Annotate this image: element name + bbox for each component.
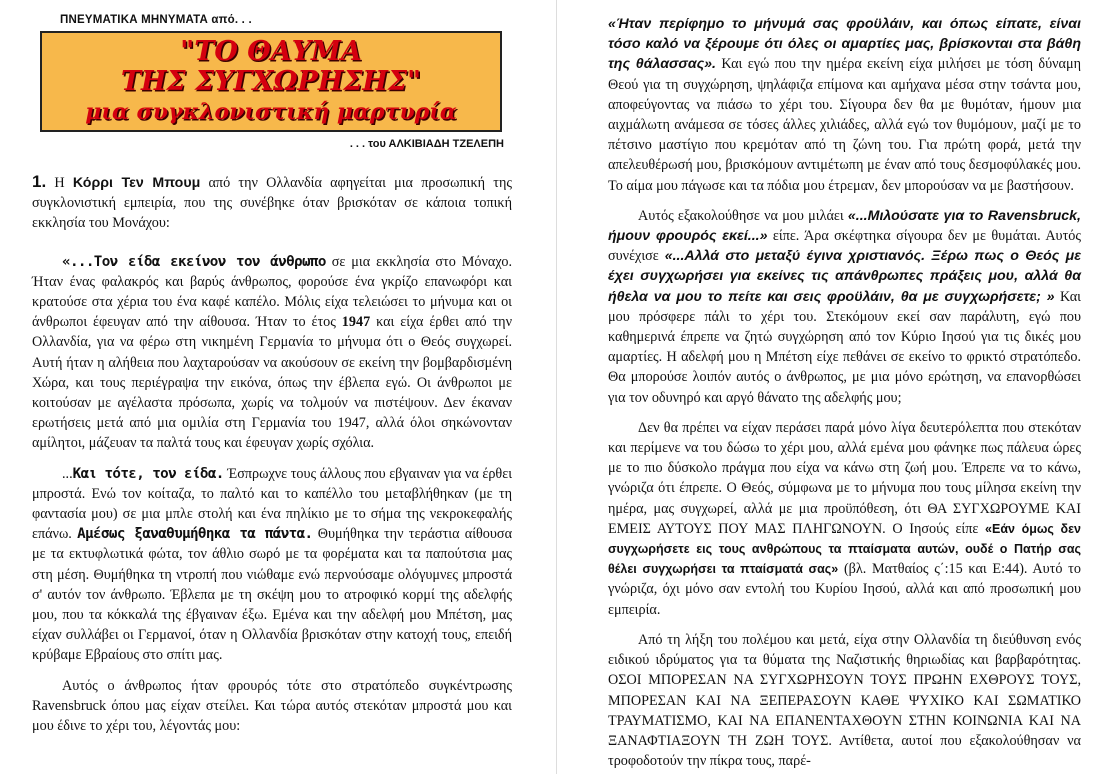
author-byline: . . . του ΑΛΚΙΒΙΑΔΗ ΤΖΕΛΕΠΗ (349, 138, 504, 150)
guard-quote: «Ήταν περίφημο το μήνυμά σας φροϋλάιν, και όπως είπατε, είναι τόσο καλό να ξέρουμε ότι όλες οι αμαρτίες μας, βρίσκονται στα βάθη της θάλασσας». (608, 16, 1081, 73)
title-line-2: ΤΗΣ ΣΥΓΧΩΡΗΣΗΣ" (120, 66, 422, 97)
p2-text-2: και είχα έρθει από την Ολλανδία, για να φέρω στη νικημένη Γερμανία το μήνυμα ότι ο Θεός συγχωρεί. Αυτή ήταν η αλήθεια που λαχταρούσαν να ακούσουν σε εκείνη την βομβαρδισμένη Χώρα, και τους περιέγραψα την εικόνα, όπως την έβλεπα εγώ. Οι άνθρωποι με κοιτούσαν με αγέλαστα πρόσωπα, χωρίς να τολμούν να πιστέψουν. Δεν έκαναν ερωτήσεις μετά από μια ομιλία στη Γερμανία του 1947, αλλά όλοι σηκώνονταν αμίλητοι, μάζευαν τα παλτά τους και έφευγαν χωρίς σχόλια. (32, 314, 512, 452)
r2-text-2: είπε. Άρα σκέφτηκα σίγουρα δεν με θυμάται. Αυτός συνέχισε (608, 228, 1081, 265)
person-name: Κόρρι Τεν Μπουμ (72, 175, 201, 191)
p2-year: 1947 (341, 314, 371, 331)
paragraph-r3 (608, 418, 1081, 620)
p3-bold: Και τότε, τον είδα. (72, 465, 224, 482)
paragraph-2 (32, 252, 512, 454)
intro-text: από την Ολλανδία αφηγείται μια προσωπική της συγκλονιστική εμπειρία, που της συνέβηκε όταν βρισκόταν σε κάποια τοπική εκκλησία του Μονάχου: (32, 175, 513, 232)
left-column (32, 172, 512, 746)
right-page (556, 0, 1112, 774)
p2-bold: «...Τον είδα εκείνον τον άνθρωπο (62, 253, 326, 270)
title-line-1: "ΤΟ ΘΑΥΜΑ (180, 36, 362, 67)
paragraph-4: Αυτός ο άνθρωπος ήταν φρουρός τότε στο στρατόπεδο συγκέντρωσης Ravensbruck όπου μας είχαν στείλει. Και τώρα αυτός στεκόταν μπροστά μου και μου έδινε το χέρι του, λέγοντάς μου: (32, 677, 512, 735)
r1-text: Και εγώ που την ημέρα εκείνη είχα μιλήσει με τόση δύναμη Θεού για τη συγχώρηση, ψηλάφιζα επίμονα και αμήχανα μέσα στην τσάντα μου, αποφεύγοντας να πιάσω το χέρι του. Σίγουρα δεν θα με θυμόταν, ήμουν μια αιχμάλωτη ανάμεσα σε τόσες άλλες χιλιάδες, αλλά εγώ τον θυμόμουν, μαζί με το πέτσινο μαστίγιο που κρεμόταν από τη ζώνη του. Για πρώτη φορά, μετά την απελευθέρωσή μου, βρισκόμουν αντιμέτωπη με έναν από τους δεσμοφύλακές μου. Το αίμα μου πάγωσε και τα πόδια μου έτρεμαν, δεν μπορούσαν να με βαστήσουν. (608, 56, 1081, 194)
series-label: ΠΝΕΥΜΑΤΙΚΑ ΜΗΝΥΜΑΤΑ από. . . (60, 14, 252, 26)
r2-quote-2: «...Αλλά στο μεταξύ έγινα χριστιανός. Ξέρω πως ο Θεός με έχει συγχωρήσει για εκείνες τις απάνθρωπες πράξεις μου, αλλά θα ήθελα να μου το πείτε και σεις φροϋλάιν, θα με συγχωρήσετε; » (608, 248, 1082, 305)
r3-text-2: (βλ. Ματθαίος ς΄:15 και Ε:44). Αυτό το γνώριζα, όχι μόνο σαν εντολή του Κυρίου Ιησού, αλλά και από προσωπική μου εμπειρία. (608, 561, 1081, 618)
intro-pre: Η (46, 175, 73, 191)
paragraph-r2 (608, 206, 1081, 408)
left-page (0, 0, 556, 774)
scripture-verse: «Εάν όμως δεν συγχωρήσετε εις τους ανθρώπους τα πταίσματα αυτών, ουδέ ο Πατήρ σας θέλει συγχωρήσει τα πταίσματά σας» (608, 521, 1081, 577)
p3-bold-2: Αμέσως ξαναθυμήθηκα τα πάντα. (77, 526, 313, 543)
p2-text-1: σε μια εκκλησία στο Μόναχο. Ήταν ένας φαλακρός και βαρύς άνθρωπος, φορούσε ένα γκρίζο επανωφόρι και κρατούσε στα χέρια του ένα καφέ καπέλο. Μόλις είχα τελειώσει το μήνυμα και οι άνθρωποι έφευγαν από την αίθουσα. Ήταν το έτος (32, 253, 512, 331)
paragraph-r4: Από τη λήξη του πολέμου και μετά, είχα στην Ολλανδία τη διεύθυνση ενός ειδικού ιδρύματος για τα θύματα της Ναζιστικής θηριωδίας και βαρβαρότητας. ΟΣΟΙ ΜΠΟΡΕΣΑΝ ΝΑ ΣΥΓΧΩΡΗΣΟΥΝ ΤΟΥΣ ΠΡΩΗΝ ΕΧΘΡΟΥΣ ΤΟΥΣ, ΜΠΟΡΕΣΑΝ ΚΑΙ ΝΑ ΞΕΠΕΡΑΣΟΥΝ ΚΑΘΕ ΨΥΧΙΚΟ ΚΑΙ ΣΩΜΑΤΙΚΟ ΤΡΑΥΜΑΤΙΣΜΟ, ΚΑΙ ΝΑ ΕΠΑΝΕΝΤΑΧΘΟΥΝ ΣΤΗΝ ΚΟΙΝΩΝΙΑ ΚΑΙ ΝΑ ΞΑΝΑΦΤΙΑΞΟΥΝ ΤΗ ΖΩΗ ΤΟΥΣ. Αντίθετα, αυτοί που εξακολούθησαν να τροφοδοτούν την πίκρα τους, παρέ- (608, 631, 1081, 770)
paragraph-r1 (608, 14, 1081, 196)
section-number: 1. (32, 172, 47, 191)
paragraph-3 (32, 464, 512, 666)
p3-text-2: Θυμήθηκα την τεράστια αίθουσα με τα εκτυφλωτικά φώτα, τον άθλιο σωρό με τα φορέματα και τα παπούτσια μας στη μέση. Θυμήθηκα τη ντροπή που νιώθαμε ενώ περνούσαμε ολόγυμνες μπροστά σ' αυτόν τον άνθρωπο. Έβλεπα με τη σκέψη μου το ατροφικό κορμί της αδελφής μου, που τα κόκκαλά της έβγαιναν έξω. Εμένα και την αδελφή μου Μπέτση, μας είχαν συλλάβει οι Γερμανοί, όταν η Ολλανδία βρισκόταν στην κατοχή τους, επειδή κρύβαμε Εβραίους στο σπίτι μας. (32, 526, 513, 664)
r2-quote-1: «...Μιλούσατε για το Ravensbruck, ήμουν φρουρός εκεί...» (608, 207, 1081, 245)
title-banner (40, 31, 502, 132)
title-subtitle: μια συγκλονιστική μαρτυρία (85, 99, 457, 125)
r3-text-1: Δεν θα πρέπει να είχαν περάσει παρά μόνο λίγα δευτερόλεπτα που στεκόταν και περίμενε να του δώσω το χέρι μου, αλλά εμένα μου φάνηκε πως πάλευα ώρες με το πιο δύσκολο πράγμα που είχα να κάνω στη ζωή μου. Έπρεπε να το κάνω, γνώριζα ότι έπρεπε. Ο Θεός, σύμφωνα με το μήνυμα που τους μίλησα εκείνη την ημέρα, μας συγχωρεί, αλλά με μια προϋπόθεση, ότι ΘΑ ΣΥΓΧΩΡΟΥΜΕ ΚΑΙ ΕΜΕΙΣ ΑΥΤΟΥΣ ΠΟΥ ΜΑΣ ΠΛΗΓΩΝΟΥΝ. Ο Ιησούς είπε (608, 419, 1081, 537)
paragraph-intro (32, 172, 512, 234)
right-column (608, 14, 1081, 781)
r2-text-3: Και μου πρόσφερε πάλι το χέρι του. Στεκόμουν εκεί σαν παράλυτη, εγώ που καθημερινά έπρεπε να ζητώ συγχώρηση από τον Κύριο Ιησού για τις δικές μου αμαρτίες. Η αδελφή μου η Μπέτση είχε πεθάνει σε εκείνο το φρικτό στρατόπεδο. Θα μπορούσε λοιπόν αυτός ο άνθρωπος, με μια μόνο ερώτηση, να επανορθώσει για τον οδυνηρό και αργό θάνατο της αδελφής μου; (608, 288, 1081, 406)
r2-text-1: Αυτός εξακολούθησε να μου μιλάει (638, 207, 848, 224)
p3-text-1: Έσπρωχνε τους άλλους που εβγαιναν για να έρθει μπροστά. Ενώ τον κοίταζα, το παλτό και το καπέλλο του μεταβλήθηκαν (με τη φαντασία μου) σε μια μπλε στολή και ένα πηλίκιο με το σήμα της νεκροκεφαλής επάνω. (32, 465, 513, 543)
p3-pre: ... (62, 465, 73, 482)
